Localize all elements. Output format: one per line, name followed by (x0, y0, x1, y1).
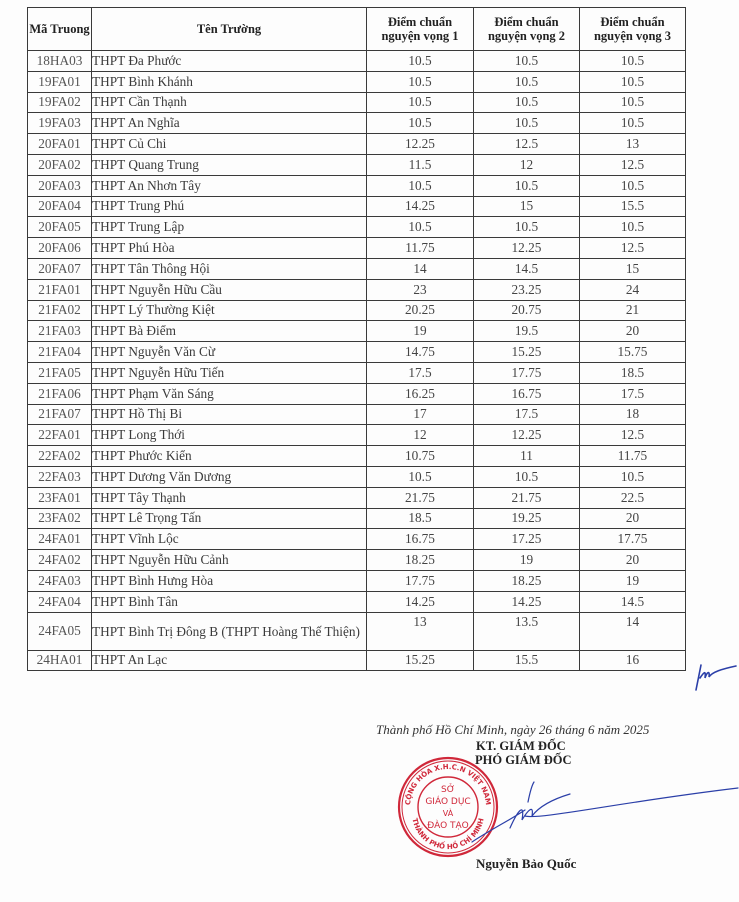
score-nv2-cell: 15.5 (474, 650, 580, 671)
school-name-cell: THPT Nguyễn Văn Cừ (92, 342, 367, 363)
school-code-cell: 18HA03 (28, 51, 92, 72)
school-name-cell: THPT Long Thới (92, 425, 367, 446)
school-code-cell: 24FA03 (28, 570, 92, 591)
score-nv1-cell: 11.75 (367, 238, 474, 259)
score-nv3-cell: 20 (580, 508, 686, 529)
table-row (28, 550, 686, 571)
table-row (28, 342, 686, 363)
score-nv1-cell: 18.5 (367, 508, 474, 529)
score-nv2-cell: 14.5 (474, 258, 580, 279)
score-nv2-cell: 19.25 (474, 508, 580, 529)
table-row (28, 196, 686, 217)
score-nv1-cell: 10.5 (367, 92, 474, 113)
school-name-cell: THPT Tây Thạnh (92, 487, 367, 508)
school-code-cell: 21FA07 (28, 404, 92, 425)
score-nv1-cell: 21.75 (367, 487, 474, 508)
score-nv3-cell: 10.5 (580, 466, 686, 487)
score-nv2-cell: 13.5 (474, 612, 580, 650)
score-nv1-cell: 20.25 (367, 300, 474, 321)
score-nv3-cell: 12.5 (580, 238, 686, 259)
score-nv3-cell: 21 (580, 300, 686, 321)
table-row (28, 113, 686, 134)
score-nv1-cell: 14.25 (367, 196, 474, 217)
score-nv1-cell: 17 (367, 404, 474, 425)
score-nv2-cell: 21.75 (474, 487, 580, 508)
header-school-name: Tên Trường (92, 8, 367, 51)
score-nv2-cell: 10.5 (474, 466, 580, 487)
score-nv1-cell: 16.75 (367, 529, 474, 550)
table-row (28, 425, 686, 446)
school-name-cell: THPT Dương Văn Dương (92, 466, 367, 487)
school-name-cell: THPT Phú Hòa (92, 238, 367, 259)
header-score-nv1: Điểm chuẩn nguyện vọng 1 (367, 8, 474, 51)
school-name-cell: THPT Phạm Văn Sáng (92, 383, 367, 404)
table-header-row (28, 8, 686, 51)
score-nv2-cell: 12.25 (474, 238, 580, 259)
svg-text:SỞ: SỞ (441, 785, 455, 795)
score-nv1-cell: 10.5 (367, 175, 474, 196)
score-nv3-cell: 17.5 (580, 383, 686, 404)
table-row (28, 300, 686, 321)
table-row (28, 258, 686, 279)
school-name-cell: THPT Vĩnh Lộc (92, 529, 367, 550)
score-nv2-cell: 10.5 (474, 217, 580, 238)
table-row (28, 321, 686, 342)
school-code-cell: 24FA04 (28, 591, 92, 612)
table-row (28, 175, 686, 196)
school-code-cell: 24FA01 (28, 529, 92, 550)
score-nv2-cell: 17.25 (474, 529, 580, 550)
score-nv3-cell: 12.5 (580, 425, 686, 446)
school-name-cell: THPT Bình Khánh (92, 71, 367, 92)
score-nv2-cell: 12.25 (474, 425, 580, 446)
score-nv3-cell: 20 (580, 550, 686, 571)
school-code-cell: 24FA02 (28, 550, 92, 571)
score-nv1-cell: 10.5 (367, 113, 474, 134)
school-name-cell: THPT An Nhơn Tây (92, 175, 367, 196)
school-code-cell: 20FA04 (28, 196, 92, 217)
table-row (28, 362, 686, 383)
score-nv3-cell: 10.5 (580, 113, 686, 134)
school-name-cell: THPT An Nghĩa (92, 113, 367, 134)
score-nv1-cell: 10.5 (367, 466, 474, 487)
school-code-cell: 21FA03 (28, 321, 92, 342)
school-name-cell: THPT Nguyễn Hữu Cảnh (92, 550, 367, 571)
table-row (28, 446, 686, 467)
table-row (28, 404, 686, 425)
school-name-cell: THPT Bình Hưng Hòa (92, 570, 367, 591)
header-school-code: Mã Truong (28, 8, 92, 51)
school-code-cell: 19FA01 (28, 71, 92, 92)
school-name-cell: THPT Quang Trung (92, 154, 367, 175)
score-nv3-cell: 24 (580, 279, 686, 300)
signature-icon (470, 780, 739, 860)
table-row (28, 650, 686, 671)
table-row (28, 51, 686, 72)
school-code-cell: 20FA06 (28, 238, 92, 259)
school-name-cell: THPT Lê Trọng Tấn (92, 508, 367, 529)
school-code-cell: 22FA03 (28, 466, 92, 487)
table-row (28, 92, 686, 113)
score-nv1-cell: 11.5 (367, 154, 474, 175)
table-row (28, 134, 686, 155)
school-name-cell: THPT Tân Thông Hội (92, 258, 367, 279)
score-nv3-cell: 13 (580, 134, 686, 155)
score-nv3-cell: 10.5 (580, 92, 686, 113)
score-nv1-cell: 23 (367, 279, 474, 300)
admission-scores-table (27, 7, 686, 671)
score-nv3-cell: 12.5 (580, 154, 686, 175)
school-code-cell: 21FA06 (28, 383, 92, 404)
score-nv2-cell: 10.5 (474, 175, 580, 196)
score-nv2-cell: 12.5 (474, 134, 580, 155)
school-name-cell: THPT Lý Thường Kiệt (92, 300, 367, 321)
score-nv3-cell: 16 (580, 650, 686, 671)
school-name-cell: THPT Bình Trị Đông B (THPT Hoàng Thế Thiện) (92, 612, 367, 650)
signer-name: Nguyễn Bảo Quốc (476, 856, 577, 871)
school-code-cell: 21FA01 (28, 279, 92, 300)
score-nv2-cell: 18.25 (474, 570, 580, 591)
score-nv3-cell: 22.5 (580, 487, 686, 508)
school-code-cell: 24HA01 (28, 650, 92, 671)
score-nv1-cell: 14 (367, 258, 474, 279)
school-code-cell: 20FA07 (28, 258, 92, 279)
score-nv2-cell: 16.75 (474, 383, 580, 404)
school-code-cell: 23FA01 (28, 487, 92, 508)
score-nv1-cell: 15.25 (367, 650, 474, 671)
svg-text:GIÁO DỤC: GIÁO DỤC (425, 797, 471, 807)
table-row (28, 487, 686, 508)
score-nv1-cell: 19 (367, 321, 474, 342)
school-name-cell: THPT Nguyễn Hữu Cầu (92, 279, 367, 300)
school-code-cell: 22FA02 (28, 446, 92, 467)
score-nv2-cell: 19.5 (474, 321, 580, 342)
score-nv3-cell: 15.75 (580, 342, 686, 363)
score-nv3-cell: 10.5 (580, 175, 686, 196)
school-code-cell: 21FA05 (28, 362, 92, 383)
table-row (28, 529, 686, 550)
school-name-cell: THPT Hồ Thị Bi (92, 404, 367, 425)
score-nv3-cell: 18 (580, 404, 686, 425)
school-code-cell: 23FA02 (28, 508, 92, 529)
score-nv3-cell: 18.5 (580, 362, 686, 383)
table-row (28, 238, 686, 259)
svg-text:ĐÀO TẠO: ĐÀO TẠO (427, 821, 469, 831)
school-name-cell: THPT Bình Tân (92, 591, 367, 612)
signing-date-line: Thành phố Hồ Chí Minh, ngày 26 tháng 6 năm 2025 (376, 722, 650, 737)
school-code-cell: 20FA02 (28, 154, 92, 175)
score-nv2-cell: 15.25 (474, 342, 580, 363)
score-nv2-cell: 10.5 (474, 71, 580, 92)
school-name-cell: THPT Phước Kiển (92, 446, 367, 467)
score-nv2-cell: 10.5 (474, 92, 580, 113)
score-nv3-cell: 14 (580, 612, 686, 650)
score-nv1-cell: 17.75 (367, 570, 474, 591)
score-nv2-cell: 17.75 (474, 362, 580, 383)
score-nv3-cell: 10.5 (580, 51, 686, 72)
school-name-cell: THPT Cần Thạnh (92, 92, 367, 113)
score-nv1-cell: 12 (367, 425, 474, 446)
score-nv1-cell: 16.25 (367, 383, 474, 404)
school-name-cell: THPT Đa Phước (92, 51, 367, 72)
score-nv3-cell: 15.5 (580, 196, 686, 217)
school-code-cell: 21FA04 (28, 342, 92, 363)
score-nv1-cell: 10.5 (367, 71, 474, 92)
school-code-cell: 20FA01 (28, 134, 92, 155)
school-code-cell: 20FA03 (28, 175, 92, 196)
score-nv2-cell: 17.5 (474, 404, 580, 425)
header-score-nv3: Điểm chuẩn nguyện vọng 3 (580, 8, 686, 51)
score-nv3-cell: 11.75 (580, 446, 686, 467)
initials-mark-icon (688, 660, 738, 695)
school-code-cell: 19FA03 (28, 113, 92, 134)
table-row (28, 508, 686, 529)
score-nv3-cell: 14.5 (580, 591, 686, 612)
school-code-cell: 24FA05 (28, 612, 92, 650)
score-nv1-cell: 12.25 (367, 134, 474, 155)
school-code-cell: 21FA02 (28, 300, 92, 321)
score-nv3-cell: 19 (580, 570, 686, 591)
score-nv1-cell: 10.5 (367, 217, 474, 238)
table-row (28, 71, 686, 92)
score-nv2-cell: 14.25 (474, 591, 580, 612)
table-row (28, 154, 686, 175)
score-nv1-cell: 17.5 (367, 362, 474, 383)
school-name-cell: THPT Trung Phú (92, 196, 367, 217)
school-name-cell: THPT Trung Lập (92, 217, 367, 238)
score-nv1-cell: 18.25 (367, 550, 474, 571)
school-name-cell: THPT Nguyễn Hữu Tiến (92, 362, 367, 383)
score-nv1-cell: 14.25 (367, 591, 474, 612)
score-nv1-cell: 10.75 (367, 446, 474, 467)
score-nv2-cell: 23.25 (474, 279, 580, 300)
score-nv3-cell: 20 (580, 321, 686, 342)
table-row (28, 383, 686, 404)
school-name-cell: THPT An Lạc (92, 650, 367, 671)
score-nv3-cell: 10.5 (580, 217, 686, 238)
score-nv3-cell: 10.5 (580, 71, 686, 92)
score-nv2-cell: 10.5 (474, 113, 580, 134)
header-score-nv2: Điểm chuẩn nguyện vọng 2 (474, 8, 580, 51)
table-row (28, 570, 686, 591)
school-name-cell: THPT Bà Điểm (92, 321, 367, 342)
signer-title-line2: PHÓ GIÁM ĐỐC (475, 753, 572, 767)
school-code-cell: 19FA02 (28, 92, 92, 113)
score-nv1-cell: 10.5 (367, 51, 474, 72)
table-row (28, 612, 686, 650)
score-nv1-cell: 14.75 (367, 342, 474, 363)
table-row (28, 591, 686, 612)
score-nv2-cell: 20.75 (474, 300, 580, 321)
signer-title-line1: KT. GIÁM ĐỐC (476, 739, 566, 753)
school-name-cell: THPT Củ Chi (92, 134, 367, 155)
school-code-cell: 20FA05 (28, 217, 92, 238)
svg-text:THÀNH PHỐ HỒ CHÍ MINH: THÀNH PHỐ HỒ CHÍ MINH (410, 817, 486, 852)
table-row (28, 279, 686, 300)
score-nv2-cell: 10.5 (474, 51, 580, 72)
score-nv3-cell: 17.75 (580, 529, 686, 550)
score-nv2-cell: 19 (474, 550, 580, 571)
table-row (28, 217, 686, 238)
score-nv2-cell: 11 (474, 446, 580, 467)
svg-text:VÀ: VÀ (442, 809, 454, 818)
score-nv2-cell: 15 (474, 196, 580, 217)
school-code-cell: 22FA01 (28, 425, 92, 446)
svg-text:CỘNG HÒA X.H.C.N VIỆT NAM: CỘNG HÒA X.H.C.N VIỆT NAM (403, 762, 493, 806)
score-nv3-cell: 15 (580, 258, 686, 279)
score-nv1-cell: 13 (367, 612, 474, 650)
table-row (28, 466, 686, 487)
score-nv2-cell: 12 (474, 154, 580, 175)
